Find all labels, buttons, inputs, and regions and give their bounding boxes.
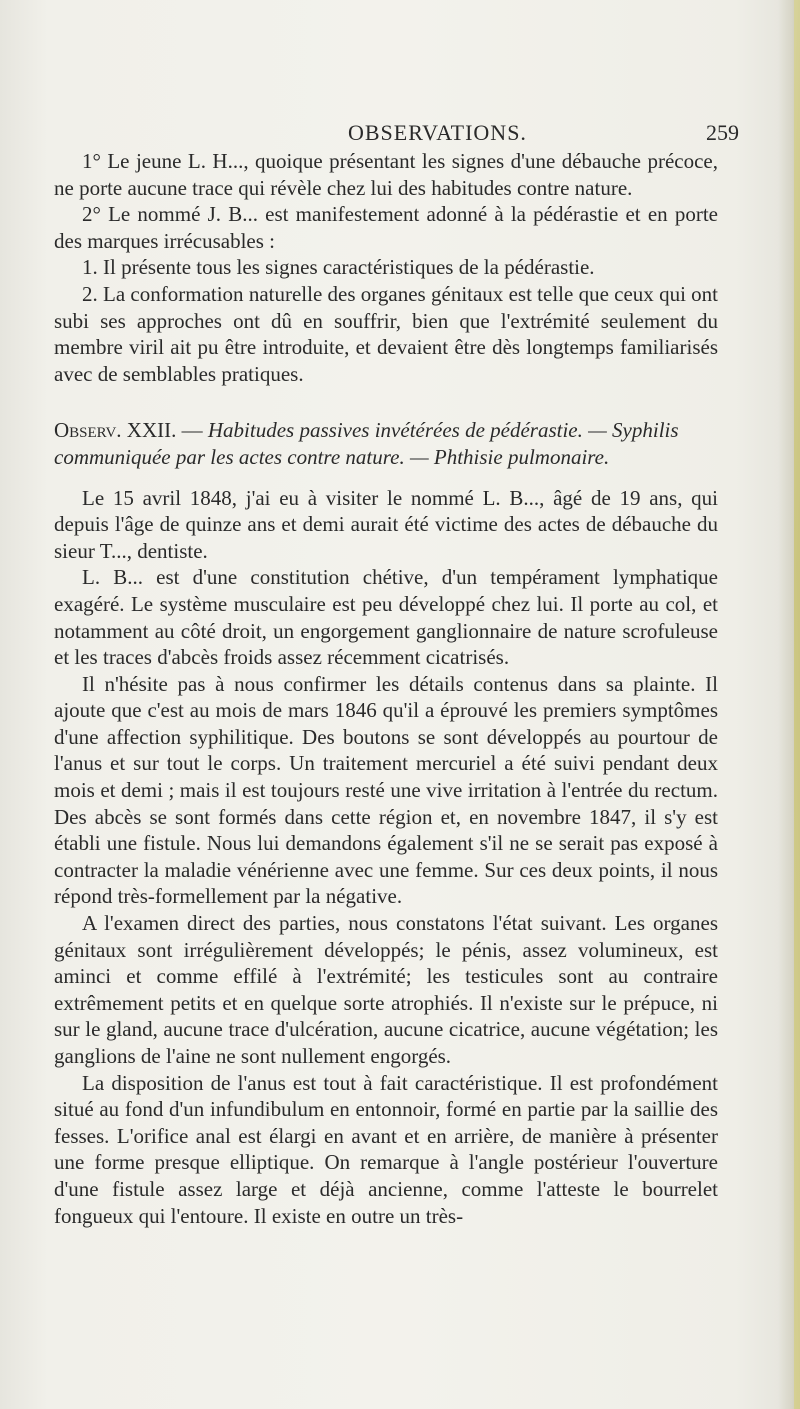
- observation-dash: —: [176, 418, 208, 443]
- heading-gap: [54, 471, 718, 485]
- page-number: 259: [706, 120, 739, 145]
- observation-title: Habitudes passives invétérées de pédérastie. — Syphilis communiquée par les actes contre nature. — Phthisie pulmonaire.: [54, 418, 679, 469]
- paragraph: 2. La conformation naturelle des organes génitaux est telle que ceux qui ont subi ses approches ont dû en souffrir, bien que l'extrémité seulement du membre viril ait pu être introduite, et devaient être dès longtemps familiarisés avec de semblables pratiques.: [54, 281, 718, 386]
- paragraph: L. B... est d'une constitution chétive, d'un tempérament lymphatique exagéré. Le système musculaire est peu développé chez lui. Il porte au col, et notamment au côté droit, un engorgement ganglionnaire de nature scrofuleuse et les traces d'abcès froids assez récemment cicatrisés.: [54, 565, 718, 670]
- paragraph: A l'examen direct des parties, nous constatons l'état suivant. Les organes génitaux sont irrégulièrement développés; le pénis, assez volumineux, est aminci et comme effilé à l'extrémité; les testicules sont au contraire extrêmement petits et en quelque sorte atrophiés. Il n'existe sur le prépuce, ni sur le gland, aucune trace d'ulcération, aucune cicatrice, aucune végétation; les ganglions de l'aine ne sont nullement engorgés.: [54, 911, 718, 1068]
- section-gap: [54, 387, 718, 417]
- paragraph: Il n'hésite pas à nous confirmer les détails contenus dans sa plainte. Il ajoute que c'est au mois de mars 1846 qu'il a éprouvé les premiers symptômes d'une affection syphilitique. Des boutons se sont développés au pourtour de l'anus et sur tout le corps. Un traitement mercuriel a été suivi pendant deux mois et demi ; mais il est toujours resté une vive irritation à l'entrée du rectum. Des abcès se sont formés dans cette région et, en novembre 1847, il s'y est établi une fistule. Nous lui demandons également s'il ne se serait pas exposé à contracter la maladie vénérienne avec une femme. Sur ces deux points, il nous répond très-formellement par la négative.: [54, 671, 718, 909]
- paragraph: 1° Le jeune L. H..., quoique présentant les signes d'une débauche précoce, ne porte aucune trace qui révèle chez lui des habitudes contre nature.: [54, 149, 718, 200]
- paragraph: La disposition de l'anus est tout à fait caractéristique. Il est profondément situé au fond d'un infundibulum en entonnoir, formé en partie par la saillie des fesses. L'orifice anal est élargi en avant et en arrière, de manière à présenter une forme presque elliptique. On remarque à l'angle postérieur l'ouverture d'une fistule assez large et déjà ancienne, comme l'atteste le bourrelet fongueux qui l'entoure. Il existe en outre un très-: [54, 1070, 718, 1228]
- paragraph: 1. Il présente tous les signes caractéristiques de la pédérastie.: [82, 255, 595, 280]
- running-title: OBSERVATIONS.: [348, 120, 527, 145]
- observation-heading: [54, 417, 718, 470]
- page-edge-tint: [794, 0, 800, 1409]
- text-block: [54, 148, 718, 1229]
- paragraph: 2° Le nommé J. B... est manifestement adonné à la pédérastie et en porte des marques irrécusables :: [54, 202, 718, 253]
- paragraph: Le 15 avril 1848, j'ai eu à visiter le nommé L. B..., âgé de 19 ans, qui depuis l'âge de quinze ans et demi aurait été victime des actes de débauche du sieur T..., dentiste.: [54, 485, 718, 563]
- observation-label: Observ. XXII.: [54, 418, 177, 443]
- running-head: [0, 120, 800, 150]
